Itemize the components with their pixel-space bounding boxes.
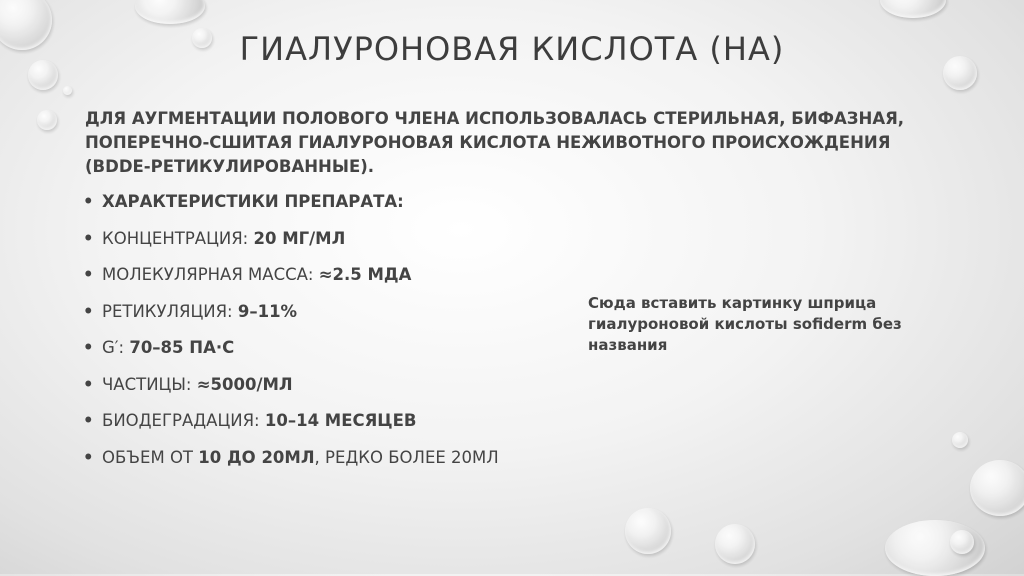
intro-paragraph: ДЛЯ АУГМЕНТАЦИИ ПОЛОВОГО ЧЛЕНА ИСПОЛЬЗОВАЛАСЬ СТЕРИЛЬНАЯ, БИФАЗНАЯ, ПОПЕРЕЧНО-СШИТАЯ ГИАЛУРОНОВАЯ КИСЛОТА НЕЖИВОТНОГО ПРОИСХОЖДЕНИЯ (BDDE-РЕТИКУЛИРОВАННЫЕ). bbox=[85, 109, 905, 176]
slide-title: ГИАЛУРОНОВАЯ КИСЛОТА (HA) bbox=[239, 30, 785, 68]
property-value: 70–85 ПА·С bbox=[129, 338, 235, 357]
property-label: БИОДЕГРАДАЦИЯ: bbox=[102, 411, 265, 430]
water-drop-decoration bbox=[63, 86, 72, 95]
property-value: 20 МГ/МЛ bbox=[253, 228, 346, 248]
water-drop-decoration bbox=[952, 432, 968, 448]
property-value: ≈2.5 МДА bbox=[318, 265, 412, 284]
property-value: 10–14 МЕСЯЦЕВ bbox=[264, 411, 417, 430]
water-drop-decoration bbox=[970, 460, 1024, 516]
water-drop-decoration bbox=[880, 0, 946, 18]
property-volume bbox=[80, 448, 550, 485]
property-suffix: , РЕДКО БОЛЕЕ 20МЛ bbox=[314, 447, 499, 467]
properties-list bbox=[80, 192, 550, 484]
property-concentration bbox=[80, 229, 550, 266]
water-drop-decoration bbox=[135, 0, 205, 24]
property-label: G′: bbox=[102, 338, 130, 357]
water-drop-decoration bbox=[625, 508, 671, 554]
property-label: МОЛЕКУЛЯРНАЯ МАССА: bbox=[102, 265, 319, 284]
property-value: 9–11% bbox=[237, 301, 298, 321]
property-g-prime bbox=[80, 338, 550, 375]
property-label: РЕТИКУЛЯЦИЯ: bbox=[102, 301, 238, 321]
properties-header: • ХАРАКТЕРИСТИКИ ПРЕПАРАТА: bbox=[80, 192, 550, 229]
water-drop-decoration bbox=[37, 110, 57, 130]
property-particles bbox=[80, 375, 550, 412]
image-placeholder-note: Сюда вставить картинку шприца гиалуроновой кислоты sofiderm без названия bbox=[588, 294, 902, 354]
property-reticulation bbox=[80, 302, 550, 339]
property-label: ОБЪЕМ ОТ bbox=[102, 447, 199, 467]
property-label: КОНЦЕНТРАЦИЯ: bbox=[102, 228, 254, 248]
property-biodegradation bbox=[80, 411, 550, 448]
property-value: 10 ДО 20МЛ bbox=[198, 447, 315, 467]
property-value: ≈5000/МЛ bbox=[196, 374, 293, 394]
property-molecular-mass bbox=[80, 265, 550, 302]
water-drop-decoration bbox=[950, 530, 974, 554]
property-label: ЧАСТИЦЫ: bbox=[102, 374, 197, 394]
water-drop-decoration bbox=[715, 524, 755, 564]
